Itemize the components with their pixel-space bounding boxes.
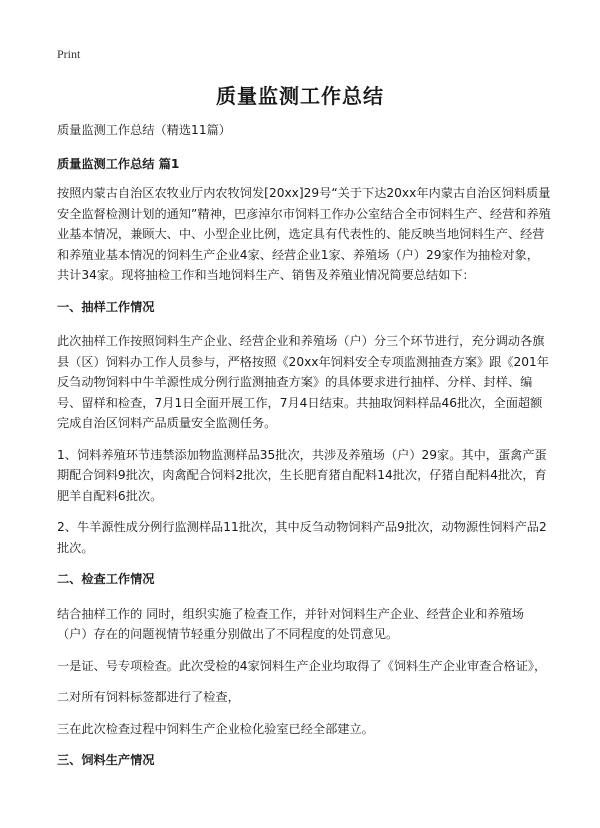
section-heading-sampling: 一、抽样工作情况 bbox=[57, 299, 155, 314]
print-link[interactable]: Print bbox=[57, 47, 81, 61]
document-subtitle: 质量监测工作总结（精选11篇） bbox=[57, 123, 231, 137]
intro-paragraph: 按照内蒙古自治区农牧业厅内农牧饲发[20xx]29号“关于下达20xx年内蒙古自治区饲料质量安全监督检测计划的通知”精神，巴彦淖尔市饲料工作办公室结合全市饲料生产、经营和养殖业基本情况，兼顾大、中、小型企业比例，选定具有代表性的、能反映当地饲料生产、经营和养殖业基本情况的饲料生产企业4家、经营企业1家、养殖场（户）29家作为抽检对象，共计34家。现将抽检工作和当地饲料生产、销售及养殖业情况简要总结如下： bbox=[57, 186, 551, 282]
section-heading-production: 三、饲料生产情况 bbox=[57, 753, 155, 767]
inspection-paragraph: 一是证、号专项检查。此次受检的4家饲料生产企业均取得了《饲料生产企业审查合格证》， bbox=[57, 658, 547, 673]
inspection-paragraph: 结合抽样工作的 同时，组织实施了检查工作，并针对饲料生产企业、经营企业和养殖场（户）存在的问题视情节轻重分别做出了不同程度的处罚意见。 bbox=[57, 606, 524, 641]
inspection-paragraph: 二对所有饲料标签都进行了检查， bbox=[57, 690, 240, 704]
sampling-paragraph: 1、饲料养殖环节违禁添加物监测样品35批次，共涉及养殖场（户）29家。其中，蛋禽产蛋期配合饲料9批次，肉禽配合饲料2批次，生长肥育猪自配料14批次，仔猪自配料4批次，育肥羊自配料6批次。 bbox=[57, 447, 547, 503]
inspection-paragraph: 三在此次检查过程中饲料生产企业检化验室已经全部建立。 bbox=[57, 721, 374, 736]
section-heading-inspection: 二、检查工作情况 bbox=[57, 572, 155, 586]
article-heading: 质量监测工作总结 篇1 bbox=[57, 156, 180, 171]
page-title: 质量监测工作总结 bbox=[216, 84, 384, 108]
sampling-paragraph: 2、牛羊源性成分例行监测样品11批次，其中反刍动物饲料产品9批次，动物源性饲料产品2批次。 bbox=[57, 520, 547, 555]
document-body bbox=[57, 120, 551, 785]
sampling-paragraph: 此次抽样工作按照饲料生产企业、经营企业和养殖场（户）分三个环节进行，充分调动各旗县（区）饲料办工作人员参与，严格按照《20xx年饲料安全专项监测抽查方案》跟《201年反刍动物饲料中牛羊源性成分例行监测抽查方案》的具体要求进行抽样、分样、封样、编号、留样和检查，7月1日全面开展工作，7月4日结束。共抽取饲料样品46批次，全面超额完成自治区饲料产品质量安全监测任务。 bbox=[57, 334, 549, 430]
